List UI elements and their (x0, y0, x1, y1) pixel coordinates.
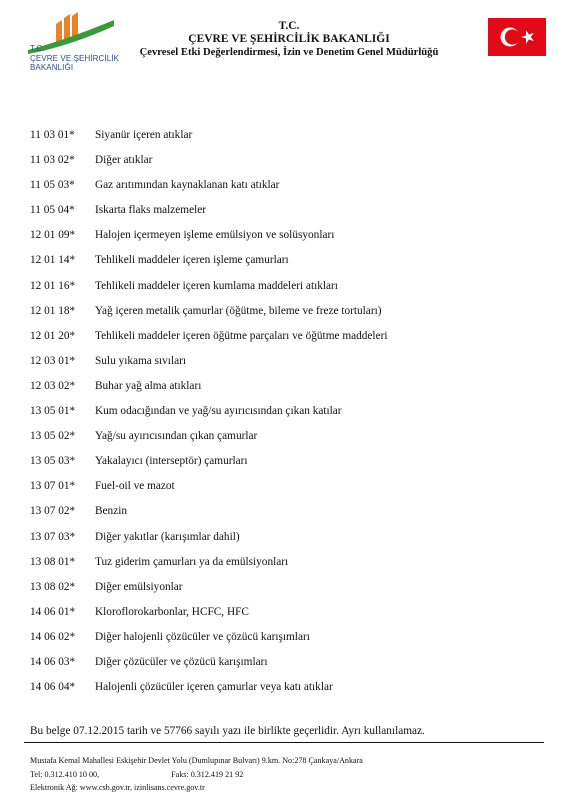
waste-code: 11 05 03* (30, 179, 75, 192)
waste-description: Diğer çözücüler ve çözücü karışımları (95, 655, 268, 668)
waste-description: Buhar yağ alma atıkları (95, 379, 202, 392)
waste-description: Gaz arıtımından kaynaklanan katı atıklar (95, 179, 280, 192)
list-item (30, 379, 540, 404)
list-item (30, 304, 540, 329)
waste-description: Fuel-oil ve mazot (95, 480, 175, 493)
validity-note: Bu belge 07.12.2015 tarih ve 57766 sayılı yazı ile birlikte geçerlidir. Ayrı kullanılamaz. (30, 725, 425, 737)
waste-code: 14 06 02* (30, 630, 76, 643)
waste-code: 11 03 02* (30, 154, 75, 167)
waste-code-list (30, 128, 540, 705)
list-item (30, 555, 540, 580)
list-item (30, 680, 540, 705)
list-item (30, 605, 540, 630)
waste-description: Tehlikeli maddeler içeren kumlama maddeleri atıkları (95, 279, 338, 292)
list-item (30, 655, 540, 680)
waste-description: Benzin (95, 505, 127, 518)
waste-description: Diğer emülsiyonlar (95, 580, 183, 593)
waste-description: Tuz giderim çamurları ya da emülsiyonları (95, 555, 289, 568)
waste-code: 12 01 18* (30, 304, 76, 317)
list-item (30, 279, 540, 304)
waste-description: Diğer halojenli çözücüler ve çözücü karışımları (95, 630, 310, 643)
turkish-flag-icon (488, 18, 546, 56)
waste-code: 13 05 03* (30, 455, 76, 468)
waste-code: 14 06 03* (30, 655, 76, 668)
waste-description: Halojen içermeyen işleme emülsiyon ve solüsyonları (95, 229, 335, 242)
waste-code: 14 06 01* (30, 605, 76, 618)
list-item (30, 228, 540, 253)
waste-description: Kum odacığından ve yağ/su ayırıcısından çıkan katılar (95, 405, 342, 418)
waste-code: 13 05 01* (30, 405, 76, 418)
footer-web: Elektronik Ağ: www.csb.gov.tr, izinlisans.cevre.gov.tr (30, 783, 205, 793)
waste-description: Siyanür içeren atıklar (95, 129, 193, 141)
waste-description: Yağ içeren metalik çamurlar (öğütme, bileme ve freze tortuları) (95, 304, 382, 317)
header-directorate: Çevresel Etki Değerlendirmesi, İzin ve Denetim Genel Müdürlüğü (139, 47, 439, 58)
waste-code: 13 07 01* (30, 480, 76, 493)
footer-divider (24, 742, 544, 743)
list-item (30, 203, 540, 228)
list-item (30, 178, 540, 203)
list-item (30, 479, 540, 504)
logo-line: T.C. (30, 44, 45, 53)
waste-description: Tehlikeli maddeler içeren öğütme parçaları ve öğütme maddeleri (95, 329, 388, 342)
list-item (30, 404, 540, 429)
waste-description: Diğer yakıtlar (karışımlar dahil) (95, 530, 240, 543)
logo-line: ÇEVRE VE ŞEHİRCİLİK (30, 53, 120, 63)
waste-code: 12 01 16* (30, 279, 76, 292)
waste-description: Yakalayıcı (interseptör) çamurları (95, 455, 248, 468)
footer-address: Mustafa Kemal Mahallesi Eskişehir Devlet Yolu (Dumlupınar Bulvarı) 9.km. No:278 Çankaya/Ankara (30, 756, 363, 765)
list-item (30, 429, 540, 454)
header-ministry: ÇEVRE VE ŞEHİRCİLİK BAKANLIĞI (188, 33, 390, 45)
waste-description: Iskarta flaks malzemeler (95, 204, 207, 217)
waste-code: 14 06 04* (30, 681, 76, 694)
waste-code: 11 05 04* (30, 204, 75, 217)
header-country: T.C. (278, 20, 300, 32)
list-item (30, 580, 540, 605)
waste-description: Yağ/su ayırıcısından çıkan çamurlar (95, 430, 258, 443)
list-item (30, 354, 540, 379)
waste-code: 12 03 02* (30, 379, 76, 392)
list-item (30, 253, 540, 278)
footer-contact (30, 768, 363, 782)
waste-description: Sulu yıkama sıvıları (95, 354, 186, 367)
waste-code: 12 01 09* (30, 229, 76, 242)
waste-description: Tehlikeli maddeler içeren işleme çamurları (95, 254, 289, 267)
list-item (30, 530, 540, 555)
waste-code: 13 07 02* (30, 505, 76, 518)
list-item (30, 128, 540, 153)
list-item (30, 630, 540, 655)
list-item (30, 329, 540, 354)
logo-line: BAKANLIĞI (30, 63, 74, 72)
waste-description: Kloroflorokarbonlar, HCFC, HFC (95, 605, 249, 618)
waste-code: 13 08 02* (30, 580, 76, 593)
document-header (104, 20, 474, 59)
waste-code: 13 08 01* (30, 555, 76, 568)
list-item (30, 504, 540, 529)
footer-tel: Tel: 0.312.410 10 00, (30, 769, 100, 779)
footer (30, 754, 363, 795)
waste-code: 13 05 02* (30, 430, 76, 443)
waste-description: Halojenli çözücüler içeren çamurlar veya katı atıklar (95, 681, 333, 694)
list-item (30, 153, 540, 178)
waste-code: 11 03 01* (30, 129, 75, 141)
waste-code: 12 01 20* (30, 329, 76, 342)
list-item (30, 454, 540, 479)
waste-code: 12 03 01* (30, 354, 76, 367)
waste-code: 12 01 14* (30, 254, 76, 267)
waste-description: Diğer atıklar (95, 154, 153, 167)
footer-fax: Faks: 0.312.419 21 92 (171, 769, 244, 779)
waste-code: 13 07 03* (30, 530, 76, 543)
